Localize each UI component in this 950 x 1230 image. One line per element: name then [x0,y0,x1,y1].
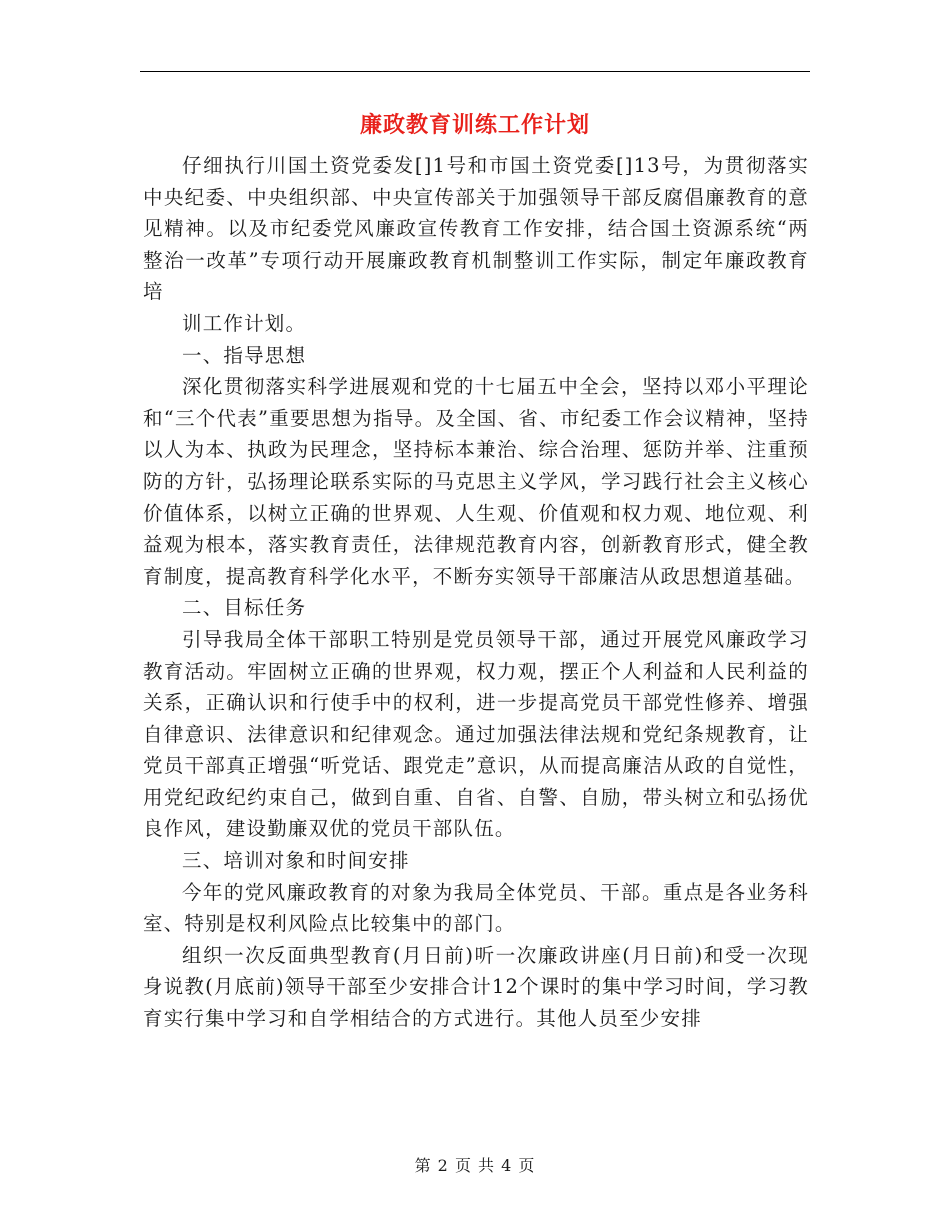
page-footer: 第 2 页 共 4 页 [414,1156,536,1175]
paragraph-guiding-ideology: 深化贯彻落实科学进展观和党的十七届五中全会，坚持以邓小平理论和“三个代表”重要思想为指导。及全国、省、市纪委工作会议精神，坚持以人为本、执政为民理念，坚持标本兼治、综合治理、惩防并举、注重预防的方针，弘扬理论联系实际的马克思主义学风，学习践行社会主义核心价值体系，以树立正确的世界观、人生观、价值观和权力观、地位观、利益观为根本，落实教育责任，法律规范教育内容，创新教育形式，健全教育制度，提高教育科学化水平，不断夯实领导干部廉洁从政思想道基础。 [143,375,809,588]
paragraph-training-targets: 今年的党风廉政教育的对象为我局全体党员、干部。重点是各业务科室、特别是权利风险点比较集中的部门。 [143,880,809,936]
paragraph-intro-continued: 训工作计划。 [182,311,307,335]
header-rule [140,71,810,72]
paragraph-goals: 引导我局全体干部职工特别是党员领导干部，通过开展党风廉政学习教育活动。牢固树立正确的世界观，权力观，摆正个人利益和人民利益的关系，正确认识和行使手中的权利，进一步提高党员干部党性修养、增强自律意识、法律意识和纪律观念。通过加强法律法规和党纪条规教育，让党员干部真正增强“听党话、跟党走”意识，从而提高廉洁从政的自觉性，用党纪政纪约束自己，做到自重、自省、自警、自励，带头树立和弘扬优良作风，建设勤廉双优的党员干部队伍。 [143,627,809,841]
section-heading-training-schedule: 三、培训对象和时间安排 [182,849,410,873]
section-heading-goals: 二、目标任务 [182,596,307,620]
paragraph-training-schedule: 组织一次反面典型教育(月日前)听一次廉政讲座(月日前)和受一次现身说教(月底前)领导干部至少安排合计12个课时的集中学习时间，学习教育实行集中学习和自学相结合的方式进行。其他人员至少安排 [143,943,809,1031]
document-title: 廉政教育训练工作计划 [359,112,590,138]
document-body [143,150,809,1035]
section-heading-guiding-ideology: 一、指导思想 [182,343,307,367]
paragraph-intro: 仔细执行川国土资党委发[]1号和市国土资党委[]13号，为贯彻落实中央纪委、中央组织部、中央宣传部关于加强领导干部反腐倡廉教育的意见精神。以及市纪委党风廉政宣传教育工作安排，结合国土资源系统“两整治一改革”专项行动开展廉政教育机制整训工作实际，制定年廉政教育培 [143,154,809,304]
